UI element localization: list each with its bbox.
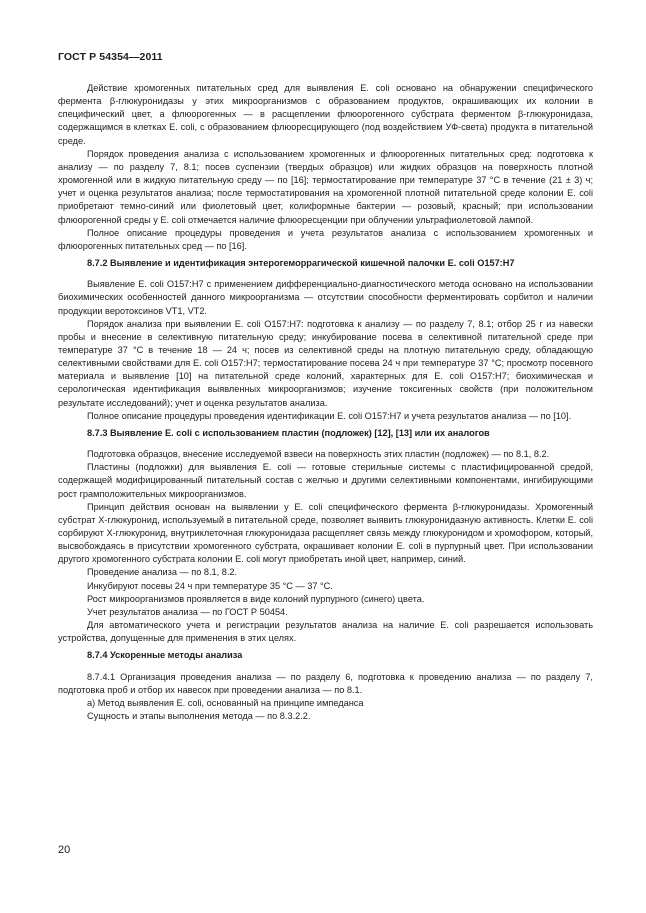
section-heading: 8.7.3 Выявление E. coli с использованием пластин (подложек) [12], [13] или их аналогов [87,427,490,438]
paragraph: Сущность и этапы выполнения метода — по 8.3.2.2. [87,711,311,722]
paragraph: а) Метод выявления E. coli, основанный на принципе импеданса [87,697,364,708]
paragraph: Пластины (подложки) для выявления E. coli — готовые стерильные системы с пластифицированной средой, содержащей модифицированный питательный состав с желчью и другими селективными компонентами, ингибирующими рост грамположительных микроорганизмов. [58,462,593,499]
paragraph: Полное описание процедуры проведения идентификации E. coli O157:H7 и учета результатов анализа — по [10]. [87,410,572,421]
document-header: ГОСТ Р 54354—2011 [58,51,163,63]
paragraph: Действие хромогенных питательных сред для выявления E. coli основано на обнаружении специфического фермента β-глюкуронидазы у этих микроорганизмов с образованием продуктов, окрашивающих их колонии в специфический цвет, а флюорогенных — в расщеплении флюорогенного субстрата ферментом β-глюкуронидаза, содержащимся в клетках E. coli, с образованием флюоресцирующего (под воздействием УФ-света) продукта в питательной среде. [58,83,593,146]
section-heading: 8.7.4 Ускоренные методы анализа [87,650,243,661]
paragraph: Для автоматического учета и регистрации результатов анализа на наличие E. coli разрешается использовать устройства, допущенные для применения в этих целях. [58,620,593,644]
page-number: 20 [58,844,71,856]
section-heading: 8.7.2 Выявление и идентификация энтерогеморрагической кишечной палочки E. coli O157:H7 [87,258,515,269]
paragraph: Выявление E. coli O157:H7 с применением дифференциально-диагностического метода основано на использовании биохимических особенностей данного микроорганизма — отсутствии способности ферментировать сорбитол и наличии продукции веротоксинов VT1, VT2. [58,279,593,316]
paragraph: Полное описание процедуры проведения и учета результатов анализа с использованием хромогенных и флюорогенных питательных сред — по [16]. [58,227,593,251]
paragraph: Подготовка образцов, внесение исследуемой взвеси на поверхность этих пластин (подложек) — по 8.1, 8.2. [87,449,550,460]
paragraph: Учет результатов анализа — по ГОСТ Р 50454. [87,606,288,617]
paragraph: Порядок анализа при выявлении E. coli O157:H7: подготовка к анализу — по разделу 7, 8.1; отбор 25 г из навески пробы и внесение в селективную питательную среду; инкубирование посева в селективной питательной среде при температуре 37 °С в течение 18 — 24 ч; посев из селективной среды на плотную питательную среду, обладающую селективными свойствами для E. coli O157:H7; термостатирование посева 24 ч при температуре 37 °С; просмотр посевного материала и выявление [10] на питательной среде колоний, характерных для E. coli O157:H7; биохимическая и серологическая идентификация выявленных микроорганизмов; изучение токсигенных свойств (при положительном результате исследований); учет и оценка результатов анализа. [58,318,593,408]
paragraph: Порядок проведения анализа с использованием хромогенных и флюорогенных питательных сред: подготовка к анализу — по разделу 7, 8.1; посев суспензии (твердых образцов) или жидких образцов на поверхность плотной хромогенной или в жидкую питательную среду — по [16]; термостатирование при температуре 37 °С в течение (21 ± 3) ч; учет и оценка результатов анализа; после термостатирования на хромогенной плотной питательной среде колонии E. coli приобретают темно-синий или фиолетовый цвет, колиформные бактерии — розовый, красный; при использовании флюорогенной среды у E. coli отмечается наличие флюоресценции при облучении ультрафиолетовой лампой. [58,148,593,225]
paragraph: Принцип действия основан на выявлении у E. coli специфического фермента β-глюкуронидазы. Хромогенный субстрат Х-глюкуронид, используемый в питательной среде, позволяет выявить глюкуронидазную активность. Клетки E. coli сорбируют Х-глюкуронид, внутриклеточная глюкуронидаза расщепляет связь между глюкуронидом и хромофором, который, высвобождаясь в присутствии хромогенного субстрата, окрашивает колонии E. coli в пурпурный цвет. При использовании другого хромогенного субстрата колонии E. coli могут приобретать иной цвет, например, синий. [58,501,593,565]
document-body [58,82,593,723]
paragraph: Проведение анализа — по 8.1, 8.2. [87,567,238,578]
paragraph: 8.7.4.1 Организация проведения анализа — по разделу 6, подготовка к проведению анализа — по разделу 7, подготовка проб и отбор их навесок при проведении анализа — по 8.1. [58,671,593,695]
paragraph: Рост микроорганизмов проявляется в виде колоний пурпурного (синего) цвета. [87,593,425,604]
paragraph: Инкубируют посевы 24 ч при температуре 35 °С — 37 °С. [87,580,333,591]
